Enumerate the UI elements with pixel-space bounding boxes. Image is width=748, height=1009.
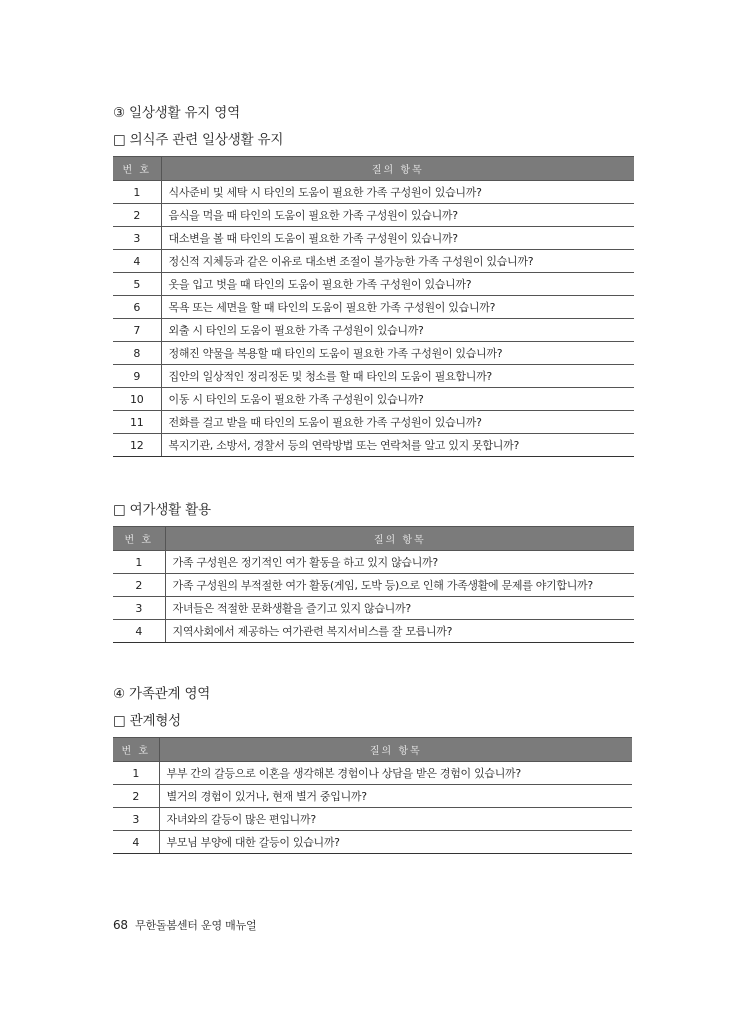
question-text: 별거의 경험이 있거나, 현재 별거 중입니까? [159,785,632,808]
section-3-title: ③ 일상생활 유지 영역 [113,105,240,121]
question-text: 정신적 지체등과 같은 이유로 대소변 조절이 불가능한 가족 구성원이 있습니까? [161,250,634,273]
question-text: 자녀들은 적절한 문화생활을 즐기고 있지 않습니까? [165,597,634,620]
question-text: 가족 구성원의 부적절한 여가 활동(게임, 도박 등)으로 인해 가족생활에 문제를 야기합니까? [165,574,634,597]
daily-living-table [113,156,634,457]
table-row [113,808,632,831]
table-row [113,181,634,204]
question-text: 가족 구성원은 정기적인 여가 활동을 하고 있지 않습니까? [165,551,634,574]
footer-title: 무한돌봄센터 운영 매뉴얼 [135,919,257,932]
relationship-table [113,737,632,854]
row-number: 4 [113,620,165,643]
table-row [113,762,632,785]
row-number: 10 [113,388,161,411]
subsection-leisure-title: □ 여가생활 활용 [113,502,211,518]
question-text: 자녀와의 갈등이 많은 편입니까? [159,808,632,831]
question-text: 정해진 약물을 복용할 때 타인의 도움이 필요한 가족 구성원이 있습니까? [161,342,634,365]
row-number: 3 [113,597,165,620]
question-text: 식사준비 및 세탁 시 타인의 도움이 필요한 가족 구성원이 있습니까? [161,181,634,204]
header-number: 번 호 [113,157,161,181]
table-row [113,365,634,388]
page-footer [113,917,256,933]
table-row [113,411,634,434]
question-text: 부모님 부양에 대한 갈등이 있습니까? [159,831,632,854]
table-row [113,319,634,342]
row-number: 6 [113,296,161,319]
page-number: 68 [113,918,128,932]
row-number: 4 [113,831,159,854]
subsection-daily-living-title: □ 의식주 관련 일상생활 유지 [113,132,284,148]
table-row [113,574,634,597]
row-number: 1 [113,762,159,785]
header-question: 질의 항목 [165,527,634,551]
question-text: 집안의 일상적인 정리정돈 및 청소를 할 때 타인의 도움이 필요합니까? [161,365,634,388]
leisure-table [113,526,634,643]
row-number: 4 [113,250,161,273]
row-number: 9 [113,365,161,388]
section-4-title: ④ 가족관계 영역 [113,686,211,702]
question-text: 목욕 또는 세면을 할 때 타인의 도움이 필요한 가족 구성원이 있습니까? [161,296,634,319]
row-number: 1 [113,181,161,204]
table-row [113,296,634,319]
question-text: 지역사회에서 제공하는 여가관련 복지서비스를 잘 모릅니까? [165,620,634,643]
question-text: 전화를 걸고 받을 때 타인의 도움이 필요한 가족 구성원이 있습니까? [161,411,634,434]
question-text: 외출 시 타인의 도움이 필요한 가족 구성원이 있습니까? [161,319,634,342]
table-row [113,342,634,365]
table-row [113,273,634,296]
header-number: 번 호 [113,738,159,762]
table-row [113,831,632,854]
header-number: 번 호 [113,527,165,551]
table-row [113,388,634,411]
table-row [113,434,634,457]
table-row [113,597,634,620]
table-row [113,551,634,574]
row-number: 2 [113,785,159,808]
row-number: 12 [113,434,161,457]
table-row [113,204,634,227]
row-number: 2 [113,204,161,227]
header-question: 질의 항목 [161,157,634,181]
question-text: 대소변을 볼 때 타인의 도움이 필요한 가족 구성원이 있습니까? [161,227,634,250]
question-text: 옷을 입고 벗을 때 타인의 도움이 필요한 가족 구성원이 있습니까? [161,273,634,296]
question-text: 복지기관, 소방서, 경찰서 등의 연락방법 또는 연락처를 알고 있지 못합니까? [161,434,634,457]
subsection-relationship-title: □ 관계형성 [113,713,182,729]
question-text: 이동 시 타인의 도움이 필요한 가족 구성원이 있습니까? [161,388,634,411]
question-text: 부부 간의 갈등으로 이혼을 생각해본 경험이나 상담을 받은 경험이 있습니까? [159,762,632,785]
table-row [113,250,634,273]
question-text: 음식을 먹을 때 타인의 도움이 필요한 가족 구성원이 있습니까? [161,204,634,227]
table-row [113,227,634,250]
row-number: 11 [113,411,161,434]
row-number: 3 [113,808,159,831]
row-number: 5 [113,273,161,296]
row-number: 7 [113,319,161,342]
row-number: 8 [113,342,161,365]
row-number: 2 [113,574,165,597]
row-number: 1 [113,551,165,574]
header-question: 질의 항목 [159,738,632,762]
row-number: 3 [113,227,161,250]
table-row [113,785,632,808]
table-row [113,620,634,643]
